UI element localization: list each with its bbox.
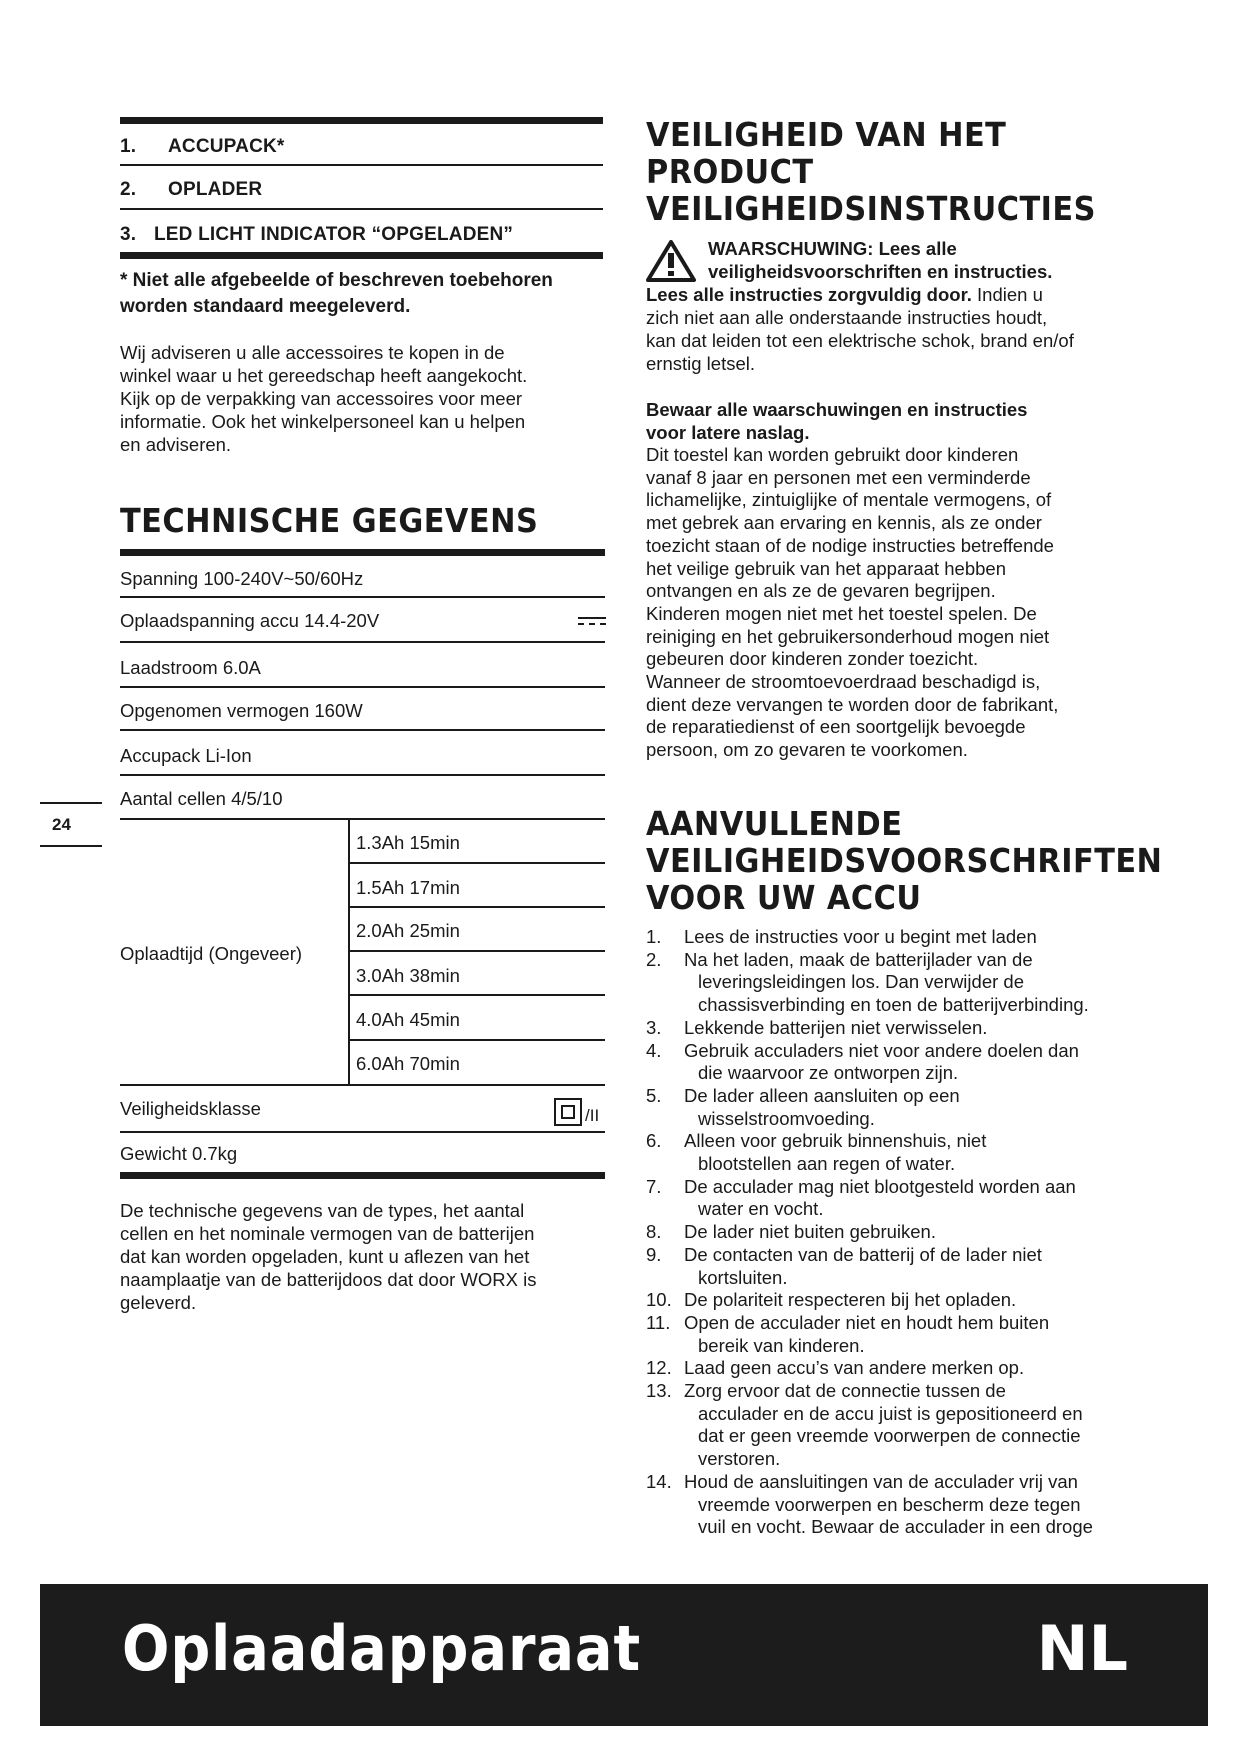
divider <box>120 1172 605 1179</box>
list-text: acculader en de accu juist is gepositioneerd en <box>698 1402 1083 1424</box>
list-number: 11. <box>646 1311 671 1333</box>
list-item <box>646 949 1136 1017</box>
list-text: Gebruik acculaders niet voor andere doelen dan <box>684 1039 1079 1061</box>
list-number: 7. <box>646 1175 662 1197</box>
dc-current-icon <box>578 617 606 627</box>
charge-time-row: 4.0Ah 45min <box>356 1009 460 1030</box>
list-text: die waarvoor ze ontworpen zijn. <box>698 1062 959 1084</box>
list-item <box>646 1471 1136 1539</box>
technical-note: De technische gegevens van de types, het aantal cellen en het nominale vermogen van de batterijen dat kan worden opgeladen, kunt u aflezen van het naamplaatje van de batterijdoos dat door WORX is geleverd. <box>120 1200 537 1313</box>
list-item <box>646 1085 1136 1130</box>
divider <box>40 845 102 847</box>
list-item <box>646 1289 1136 1312</box>
list-item <box>646 1244 1136 1289</box>
list-item <box>646 1176 1136 1221</box>
list-number: 1. <box>646 926 662 947</box>
list-text: Open de acculader niet en houdt hem buiten <box>684 1311 1050 1333</box>
keep-instructions: Bewaar alle waarschuwingen en instructies voor latere naslag. <box>646 399 1028 443</box>
safety-heading: VEILIGHEID VAN HET PRODUCT VEILIGHEIDSINSTRUCTIES <box>646 115 1096 228</box>
list-item <box>646 1380 1136 1471</box>
list-item <box>646 926 1136 949</box>
divider <box>120 818 605 820</box>
part-item: 1. ACCUPACK* <box>120 136 285 157</box>
list-number: 2. <box>646 948 662 970</box>
list-number: 12. <box>646 1357 672 1379</box>
footer-title: Oplaadapparaat <box>122 1612 642 1685</box>
list-item <box>646 1221 1136 1244</box>
list-text: bereik van kinderen. <box>698 1334 865 1356</box>
divider <box>120 596 605 598</box>
divider <box>120 686 605 688</box>
charge-time-row: 1.5Ah 17min <box>356 877 460 898</box>
tech-row-charge-voltage: Oplaadspanning accu 14.4-20V <box>120 610 380 631</box>
divider <box>120 549 605 556</box>
list-text: De polariteit respecteren bij het opladen. <box>684 1289 1017 1311</box>
divider <box>120 774 605 776</box>
list-number: 8. <box>646 1221 662 1243</box>
divider <box>350 950 605 952</box>
divider <box>120 252 603 259</box>
list-text: De contacten van de batterij of de lader niet <box>684 1243 1042 1265</box>
list-text: Lekkende batterijen niet verwisselen. <box>684 1016 988 1038</box>
charge-time-row: 6.0Ah 70min <box>356 1053 460 1074</box>
divider <box>350 1039 605 1041</box>
divider <box>350 862 605 864</box>
list-number: 9. <box>646 1243 662 1265</box>
list-text: Lees de instructies voor u begint met laden <box>684 926 1037 947</box>
tech-row-weight: Gewicht 0.7kg <box>120 1143 238 1164</box>
tech-row-cells: Aantal cellen 4/5/10 <box>120 788 283 809</box>
warning-triangle-icon <box>646 240 696 282</box>
extra-safety-heading: AANVULLENDE VEILIGHEIDSVOORSCHRIFTEN VOOR UW ACCU <box>646 804 1163 917</box>
list-text: vreemde voorwerpen en bescherm deze tegen <box>698 1493 1081 1515</box>
part-item: 2. OPLADER <box>120 179 263 200</box>
tech-row-power: Opgenomen vermogen 160W <box>120 700 363 721</box>
safety-class-label: Veiligheidsklasse <box>120 1098 261 1119</box>
charge-time-label: Oplaadtijd (Ongeveer) <box>120 943 303 964</box>
tech-row-voltage: Spanning 100-240V~50/60Hz <box>120 568 364 589</box>
list-item <box>646 1017 1136 1040</box>
list-text: Na het laden, maak de batterijlader van de <box>684 948 1033 970</box>
list-text: kortsluiten. <box>698 1266 788 1288</box>
warning-title: WAARSCHUWING: Lees alle veiligheidsvoorschriften en instructies. <box>708 238 1053 282</box>
list-item <box>646 1040 1136 1085</box>
list-number: 10. <box>646 1289 672 1311</box>
footer-banner <box>40 1584 1208 1726</box>
list-text: dat er geen vreemde voorwerpen de connectie <box>698 1425 1081 1447</box>
list-number: 6. <box>646 1130 662 1152</box>
list-number: 5. <box>646 1084 662 1106</box>
parts-note: * Niet alle afgebeelde of beschreven toebehoren worden standaard meegeleverd. <box>120 270 553 317</box>
divider <box>120 164 603 166</box>
page-number: 24 <box>52 815 71 834</box>
double-insulation-icon <box>554 1098 582 1126</box>
list-text: Houd de aansluitingen van de acculader vrij van <box>684 1470 1078 1492</box>
safety-class-suffix: /II <box>585 1106 600 1125</box>
divider <box>120 1131 605 1133</box>
technical-heading: TECHNISCHE GEGEVENS <box>120 501 539 540</box>
divider <box>120 117 603 124</box>
safety-body: Dit toestel kan worden gebruikt door kinderen vanaf 8 jaar en personen met een verminderde lichamelijke, zintuiglijke of mentale vermogens, of met gebrek aan ervaring en kennis, als ze onder toezicht staan of de nodige instructies betreffende het veilige gebruik van het apparaat hebben ontvangen en als ze de gevaren begrijpen. Kinderen mogen niet met het toestel spelen. De reiniging en het gebruikersonderhoud mogen niet gebeuren door kinderen zonder toezicht. Wanneer de stroomtoevoerdraad beschadigd is, dient deze vervangen te worden door de fabrikant, de reparatiedienst of een soortgelijk bevoegde persoon, om zo gevaren te voorkomen. <box>646 444 1059 761</box>
list-text: water en vocht. <box>698 1198 824 1220</box>
list-text: De lader niet buiten gebruiken. <box>684 1221 936 1243</box>
tech-row-charge-current: Laadstroom 6.0A <box>120 657 261 678</box>
divider <box>120 1084 605 1086</box>
list-text: chassisverbinding en toen de batterijverbinding. <box>698 994 1089 1016</box>
list-text: De acculader mag niet blootgesteld worden aan <box>684 1175 1076 1197</box>
list-text: vuil en vocht. Bewaar de acculader in een droge <box>698 1516 1093 1538</box>
list-text: Alleen voor gebruik binnenshuis, niet <box>684 1130 987 1152</box>
divider <box>350 994 605 996</box>
list-text: Laad geen accu’s van andere merken op. <box>684 1357 1025 1379</box>
list-number: 13. <box>646 1380 672 1402</box>
list-item <box>646 1357 1136 1380</box>
list-number: 3. <box>646 1016 662 1038</box>
divider <box>120 208 603 210</box>
divider <box>120 729 605 731</box>
list-number: 4. <box>646 1039 662 1061</box>
list-text: wisselstroomvoeding. <box>698 1107 875 1129</box>
list-item <box>646 1312 1136 1357</box>
tech-row-battery: Accupack Li-Ion <box>120 745 252 766</box>
extra-safety-list <box>646 926 1136 1539</box>
warning-text: Lees alle instructies zorgvuldig door. Indien u zich niet aan alle onderstaande instructies houdt, kan dat leiden tot een elektrische schok, brand en/of ernstig letsel. <box>646 284 1074 374</box>
list-text: verstoren. <box>698 1448 781 1470</box>
accessory-advice: Wij adviseren u alle accessoires te kopen in de winkel waar u het gereedschap heeft aangekocht. Kijk op de verpakking van accessoires voor meer informatie. Ook het winkelpersoneel kan u helpen en adviseren. <box>120 342 528 455</box>
list-text: blootstellen aan regen of water. <box>698 1153 956 1175</box>
list-number: 14. <box>646 1470 672 1492</box>
list-item <box>646 1130 1136 1175</box>
list-text: Zorg ervoor dat de connectie tussen de <box>684 1380 1006 1402</box>
list-text: leveringsleidingen los. Dan verwijder de <box>698 971 1024 993</box>
language-code: NL <box>1036 1612 1128 1685</box>
divider <box>350 906 605 908</box>
part-item: 3. LED LICHT INDICATOR “OPGELADEN” <box>120 224 514 245</box>
list-text: De lader alleen aansluiten op een <box>684 1084 960 1106</box>
charge-time-row: 1.3Ah 15min <box>356 832 460 853</box>
divider <box>40 802 102 804</box>
charge-time-row: 2.0Ah 25min <box>356 920 460 941</box>
charge-time-row: 3.0Ah 38min <box>356 965 460 986</box>
divider <box>120 641 605 643</box>
